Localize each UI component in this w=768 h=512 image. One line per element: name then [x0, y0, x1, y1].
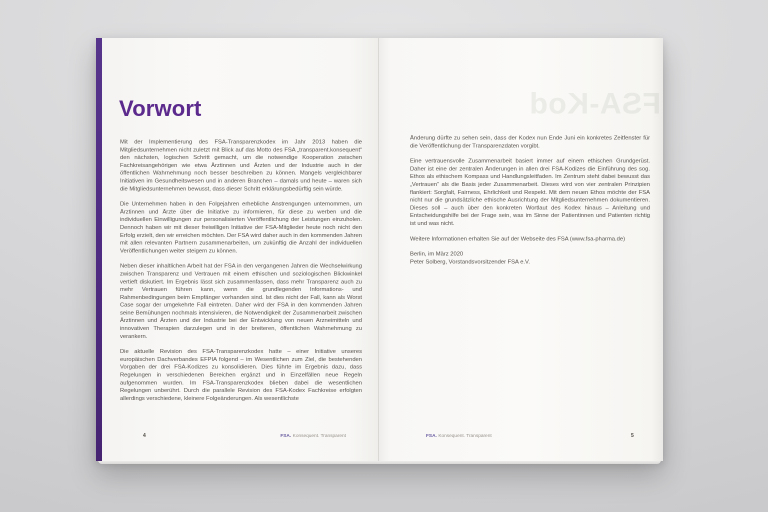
page-right-content: [379, 38, 663, 461]
paragraph: Die Unternehmen haben in den Folgejahren erhebliche Anstrengungen unternommen, um Ärztinnen und Ärzte über die Initiative zu informieren, für diese zu werben und die individuellen Einwilligungen zur personalisierten Veröffentlichung der Leistungen einzuholen. Dennoch haben wir mit dieser freiwilligen Initiative der FSA-Mitglieder heute noch nicht den Erfolg erzielt, den wir erreichen möchten. Der FSA wird daher auch in den kommenden Jahren mit allen relevanten Partnern zusammenarbeiten, um zukünftig die Anzahl der individuellen Veröffentlichungen weiter steigern zu können.: [120, 200, 362, 254]
page-footer-right: [379, 433, 663, 445]
signature-line: Peter Solberg, Vorstandsvorsitzender FSA e.V.: [410, 258, 530, 265]
footer-tagline: Konsequent. Transparent: [292, 433, 346, 439]
page-footer-left: [96, 433, 378, 445]
paragraph: Mit der Implementierung des FSA-Transparenzkodex im Jahr 2013 haben die Mitgliedsunternehmen nicht zuletzt mit Blick auf das Motto des FSA „transparent.konsequent“ den nächsten, logischen Schritt gemacht, um die notwendige Kooperation zwischen Fachkreisangehörigen wie etwa Ärztinnen und Ärzten und der Industrie auch in der öffentlichen Wahrnehmung noch besser beschreiben zu können. Mangels vergleichbarer Initiativen im Gesundheitswesen und in anderen Branchen – damals und heute – waren sich die Mitgliedsunternehmen bewusst, dass dieser Schritt erklärungsbedürftig sein würde.: [120, 138, 362, 192]
website-note: Weitere Informationen erhalten Sie auf der Webseite des FSA (www.fsa-pharma.de): [410, 235, 626, 242]
date-line: Berlin, im März 2020: [410, 250, 464, 258]
page-title: Vorwort: [119, 96, 202, 121]
page-left-content: [96, 38, 378, 461]
page-right: [378, 38, 663, 461]
body-text-left: [120, 138, 362, 402]
body-text-right: [410, 134, 650, 266]
footer-brand: FSA.: [280, 433, 292, 439]
closing-block: [410, 250, 650, 266]
paragraph: Eine vertrauensvolle Zusammenarbeit basiert immer auf einem ethischen Grundgerüst. Daher ist eine der zentralen Änderungen in allen drei FSA-Kodizes die Einführung des sog. Ethos als ethischem Kompass und Handlungsleitfaden. Im Zentrum steht dabei bewusst das „Vertrauen“ als die Basis jeder Zusammenarbeit. Dieses wird von vier zentralen Prinzipien flankiert: Sorgfalt, Fairness, Ehrlichkeit und Respekt. Mit dem neuen Ethos möchte der FSA nicht nur die grundsätzliche ethische Ausrichtung der Mitgliedsunternehmen dokumentieren. Dieses soll – auch über den konkreten Wortlaut des Kodex hinaus – Anleitung und Entscheidungshilfe bei der Frage sein, was im Sinne der Patientinnen und Patienten richtig ist und was nicht.: [410, 157, 650, 227]
paragraph: Die aktuelle Revision des FSA-Transparenzkodex hatte – einer Initiative unseres europäischen Dachverbandes EFPIA folgend – im Wesentlichen zum Ziel, die bestehenden Vorgaben der drei FSA-Kodizes zu konsolidieren. Dies führte im Ergebnis dazu, dass Regelungen in verschiedenen Bereichen ergänzt und in Einzelfällen neue Regeln aufgenommen wurden. Im FSA-Transparenzkodex blieben dabei die wesentlichen Regelungen unberührt. Durch die parallele Revision des FSA-Kodex Fachkreise erfolgten allerdings verschiedene, kleinere Folgeänderungen. Als wesentlichste: [120, 348, 362, 402]
footer-brandline: [426, 433, 492, 439]
paragraph: Neben dieser inhaltlichen Arbeit hat der FSA in den vergangenen Jahren die Wechselwirkung zwischen Transparenz und Vertrauen mit einem ethischen und soziologischen Blickwinkel vertieft diskutiert. Im Ergebnis lässt sich zusammenfassen, dass mehr Transparenz auch zu mehr Vertrauen führen kann, wenn die grundlegenden Informations- und Rahmenbedingungen beim Empfänger vorhanden sind. Ist dies nicht der Fall, kann als Worst Case sogar der umgekehrte Fall eintreten. Daher wird der FSA in den kommenden Jahren seine Bemühungen nochmals intensivieren, die Notwendigkeit der Zusammenarbeit zwischen Ärztinnen und Ärzten und der Industrie bei der Entwicklung von neuen Arzneimitteln und innovativen Therapien darzulegen und in der breiteren, öffentlichen Wahrnehmung zu verankern.: [120, 262, 362, 340]
page-number: 4: [143, 433, 146, 439]
footer-tagline: Konsequent. Transparent: [438, 433, 492, 439]
page-number: 5: [631, 433, 634, 439]
paragraph: Änderung dürfte zu sehen sein, dass der Kodex nun Ende Juni ein konkretes Zeitfenster für die Veröffentlichung der Transparenzdaten vorgibt.: [410, 134, 650, 149]
showthrough-mirrored-text: FSA-Kod: [529, 86, 661, 120]
page-left: [96, 38, 378, 461]
footer-brandline: [96, 433, 346, 439]
footer-brand: FSA.: [426, 433, 437, 439]
open-booklet: [96, 38, 663, 461]
